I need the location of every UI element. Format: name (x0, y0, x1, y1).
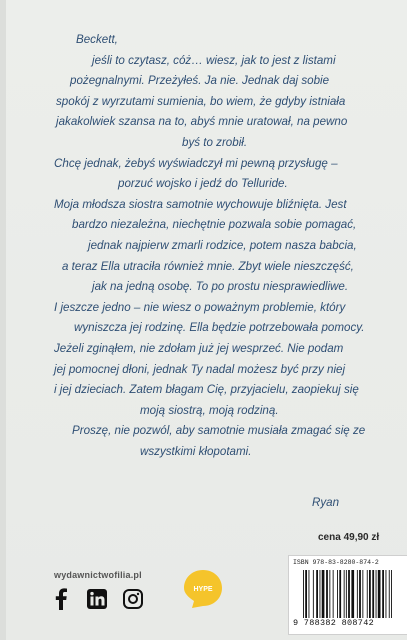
p2-line: Moja młodsza siostra samotnie wychowuje bliźnięta. Jest (54, 197, 347, 211)
p1-line: jakakolwiek szansa na to, abyś mnie uratował, na pewno (56, 115, 348, 129)
p3-line: I jeszcze jedno – nie wiesz o poważnym problemie, który (54, 300, 346, 314)
barcode-bar (359, 570, 361, 618)
p1-line: jeśli to czytasz, cóż… wiesz, jak to jest z listami (92, 53, 336, 67)
barcode-panel (288, 555, 407, 635)
letter-text (26, 30, 396, 462)
isbn-text: ISBN 978-83-8280-874-2 (293, 559, 379, 566)
barcode-bar (329, 570, 330, 618)
barcode-bar (322, 570, 325, 618)
barcode-bar (362, 570, 363, 618)
p3-line: wyniszcza jej rodzinę. Ella będzie potrzebowała pomocy. (74, 321, 365, 335)
barcode-bar (346, 570, 347, 618)
p4-line: moją siostrą, moją rodziną. (140, 403, 279, 417)
barcode-bar (313, 570, 314, 618)
p4-line: Jeżeli zginąłem, nie zdołam już jej wesprzeć. Nie podam (54, 341, 344, 355)
p1-line: spokój z wyrzutami sumienia, bo wiem, że gdyby istniała (56, 94, 346, 108)
barcode-bar (337, 570, 338, 618)
p1-line: pożegnalnymi. Przeżyłeś. Ja nie. Jednak daj sobie (70, 74, 330, 88)
publisher-website: wydawnictwofilia.pl (54, 570, 142, 580)
barcode-bar (309, 570, 310, 618)
barcode-bar (305, 570, 307, 618)
barcode-bar (326, 570, 328, 618)
barcode-bar (348, 570, 350, 618)
barcode-bar (378, 570, 381, 618)
p1-line: byś to zrobił. (182, 135, 248, 149)
barcode-bar (372, 570, 374, 618)
barcode-bar (320, 570, 321, 618)
barcode-bar (357, 570, 358, 618)
barcode-bar (389, 570, 390, 618)
barcode-bar (376, 570, 377, 618)
barcode-bar (386, 570, 387, 618)
barcode-image (303, 570, 403, 618)
p2-line: jak na jedną osobę. To po prostu niesprawiedliwe. (92, 280, 349, 294)
linkedin-icon (86, 588, 108, 610)
p4-line: wszystkimi kłopotami. (140, 444, 252, 458)
p2-line: bardzo niezależna, niechętnie pozwala sobie pomagać, (72, 218, 357, 232)
instagram-icon (122, 588, 144, 610)
barcode-bar (344, 570, 345, 618)
p2-line: porzuć wojsko i jedź do Telluride. (118, 177, 288, 191)
barcode-bar (391, 570, 392, 618)
signature: Ryan (312, 496, 340, 509)
social-links (50, 588, 144, 610)
p2-line: jednak najpierw zmarli rodzice, potem nasza babcia, (88, 238, 357, 252)
hype-badge (182, 568, 224, 610)
barcode-bar (369, 570, 371, 618)
salutation: Beckett, (76, 33, 118, 46)
barcode-bar (316, 570, 318, 618)
barcode-bar (303, 570, 304, 618)
p4-line: i jej dzieciach. Zatem błagam Cię, przyjacielu, zaopiekuj się (54, 383, 359, 397)
barcode-bar (339, 570, 341, 618)
barcode-digits: 9 788382 808742 (293, 618, 375, 628)
price-label: cena 49,90 zł (318, 532, 380, 543)
barcode-bar (367, 570, 368, 618)
barcode-bar (333, 570, 334, 618)
p2-line: Chcę jednak, żebyś wyświadczył mi pewną przysługę – (54, 156, 338, 170)
barcode-bar (382, 570, 384, 618)
badge-text: HYPE (193, 586, 213, 593)
p4-line: jej pomocnej dłoni, jednak Ty nadal możesz być przy niej (54, 362, 346, 376)
p4-line: Proszę, nie pozwól, aby samotnie musiała zmagać się ze (72, 424, 366, 438)
barcode-bar (351, 570, 354, 618)
p2-line: a teraz Ella utraciła również mnie. Zbyt wiele nieszczęść, (62, 259, 354, 273)
facebook-icon (50, 588, 72, 610)
